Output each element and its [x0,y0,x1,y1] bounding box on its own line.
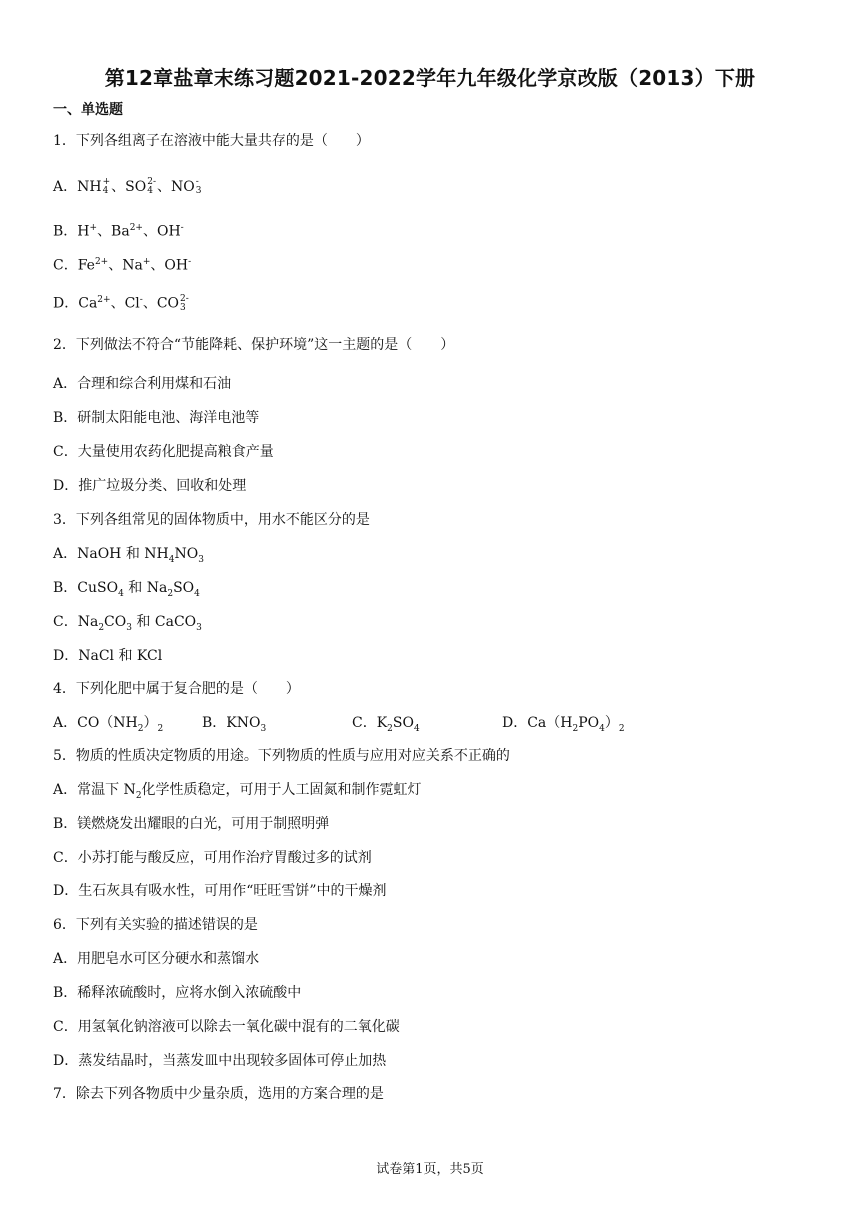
question-1-option-d: D．$Ca^{2+}$、Cl-、CO 2- 3 [53,293,189,313]
question-6-option-d: D．蒸发结晶时，当蒸发皿中出现较多固体可停止加热 [53,1053,387,1069]
question-5-stem: 5．物质的性质决定物质的用途。下列物质的性质与应用对应关系不正确的 [53,748,510,764]
question-2-option-b: B．研制太阳能电池、海洋电池等 [53,410,260,426]
question-5-option-c: C．小苏打能与酸反应，可用作治疗胃酸过多的试剂 [53,850,372,866]
question-6-option-c: C．用氢氧化钠溶液可以除去一氧化碳中混有的二氧化碳 [53,1019,400,1035]
question-2-option-d: D．推广垃圾分类、回收和处理 [53,478,247,494]
question-3-option-d: D．NaCl 和 KCl [53,648,163,664]
question-3-stem: 3．下列各组常见的固体物质中，用水不能区分的是 [53,512,370,528]
question-3-option-a: A．NaOH 和 $NH_4NO_3$ [53,546,204,565]
question-1-option-a: A．NH + 4 、SO 2- 4 、NO - 3 [53,177,202,196]
question-2-option-a: A．合理和综合利用煤和石油 [53,376,232,392]
question-7-stem: 7．除去下列各物质中少量杂质，选用的方案合理的是 [53,1086,384,1102]
question-3-option-c: C．$Na_2CO_3$ 和 CaCO$_3$ [53,614,202,633]
question-6-stem: 6．下列有关实验的描述错误的是 [53,917,258,933]
question-4-option-c: C．$K_2SO_4$ [352,715,420,734]
question-5-option-d: D．生石灰具有吸水性，可用作“旺旺雪饼”中的干燥剂 [53,883,387,899]
question-1-stem: 1．下列各组离子在溶液中能大量共存的是（ ） [53,133,370,149]
question-2-option-c: C．大量使用农药化肥提高粮食产量 [53,444,274,460]
question-4-stem: 4．下列化肥中属于复合肥的是（ ） [53,681,300,697]
page-footer: 试卷第1页，共5页 [376,1162,484,1177]
question-2-stem: 2．下列做法不符合“节能降耗、保护环境”这一主题的是（ ） [53,337,455,353]
question-6-option-b: B．稀释浓硫酸时，应将水倒入浓硫酸中 [53,985,302,1001]
question-1-option-b: B．H+、$Ba^{2+}$、OH- [53,223,184,240]
question-3-option-b: B．CuSO$_4$ 和 $Na_2SO_4$ [53,580,200,599]
question-5-option-a: A．常温下 $N_2$化学性质稳定，可用于人工固氮和制作霓虹灯 [53,782,422,801]
question-4-option-d: D．$Ca(H_2PO_4)_2$ [502,715,625,734]
section-heading: 一、单选题 [53,102,123,118]
question-6-option-a: A．用肥皂水可区分硬水和蒸馏水 [53,951,260,967]
question-5-option-b: B．镁燃烧发出耀眼的白光，可用于制照明弹 [53,816,330,832]
question-4-option-b: B．$KNO_3$ [202,715,267,734]
question-4-option-a: A．$CO(NH_2)_2$ [53,715,164,734]
page-title: 第12章盐章末练习题2021-2022学年九年级化学京改版（2013）下册 [104,66,756,90]
question-1-option-c: C．$Fe^{2+}$、Na+、OH- [53,257,192,274]
